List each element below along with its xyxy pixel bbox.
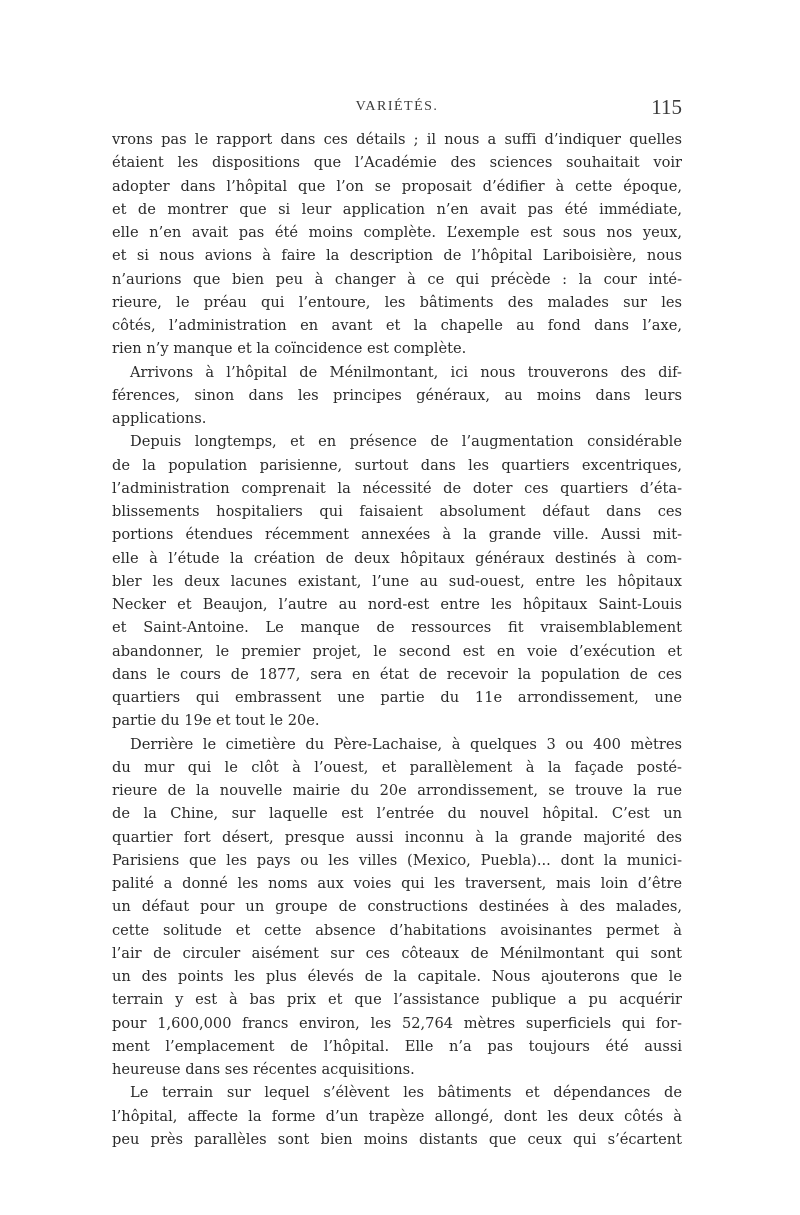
text-line: palité a donné les noms aux voies qui les traversent, mais loin d’être [112, 875, 682, 892]
text-line: l’administration comprenait la nécessité de doter ces quartiers d’éta- [112, 479, 682, 497]
text-line: terrain y est à bas prix et que l’assistance publique a pu acquérir [112, 991, 682, 1009]
text-line: de la population parisienne, surtout dans les quartiers excentriques, [112, 456, 682, 474]
paragraph-first-line: Arrivons à l’hôpital de Ménilmontant, ici nous trouverons des dif- [130, 363, 682, 381]
paragraph-first-line: Le terrain sur lequel s’élèvent les bâtiments et dépendances de [130, 1084, 682, 1102]
text-line: partie du 19e et tout le 20e. [112, 712, 320, 730]
text-line: portions étendues récemment annexées à la grande ville. Aussi mit- [112, 526, 682, 544]
text-line: abandonner, le premier projet, le second est en voie d’exécution et [112, 642, 682, 660]
text-line: ment l’emplacement de l’hôpital. Elle n’a pas toujours été aussi [112, 1037, 682, 1055]
text-line: de la Chine, sur laquelle est l’entrée du nouvel hôpital. C’est un [112, 805, 682, 823]
text-line: Necker et Beaujon, l’autre au nord-est entre les hôpitaux Saint-Louis [112, 596, 682, 613]
text-line: bler les deux lacunes existant, l’une au sud-ouest, entre les hôpitaux [112, 572, 682, 590]
text-line: quartiers qui embrassent une partie du 11e arrondissement, une [112, 689, 682, 706]
text-line: et Saint-Antoine. Le manque de ressources fit vraisemblablement [112, 619, 682, 637]
text-line: et si nous avions à faire la description de l’hôpital Lariboisière, nous [112, 247, 682, 265]
text-line: un des points les plus élevés de la capitale. Nous ajouterons que le [112, 968, 682, 985]
text-line: rieure de la nouvelle mairie du 20e arrondissement, se trouve la rue [112, 782, 682, 799]
text-line: pour 1,600,000 francs environ, les 52,764 mètres superficiels qui for- [112, 1014, 682, 1032]
text-line: un défaut pour un groupe de constructions destinées à des malades, [112, 898, 682, 916]
running-title: VARIÉTÉS. [355, 99, 439, 114]
text-line: côtés, l’administration en avant et la chapelle au fond dans l’axe, [112, 317, 682, 334]
text-line: l’air de circuler aisément sur ces côteaux de Ménilmontant qui sont [112, 944, 682, 962]
text-line: elle à l’étude la création de deux hôpitaux généraux destinés à com- [112, 549, 682, 567]
paragraph-first-line: Derrière le cimetière du Père-Lachaise, à quelques 3 ou 400 mètres [130, 735, 682, 753]
body-text [112, 128, 682, 1151]
text-line: vrons pas le rapport dans ces détails ; il nous a suffi d’indiquer quelles [112, 131, 682, 148]
text-line: férences, sinon dans les principes généraux, au moins dans leurs [112, 386, 682, 404]
text-line: heureuse dans ses récentes acquisitions. [112, 1061, 415, 1078]
text-line: étaient les dispositions que l’Académie des sciences souhaitait voir [112, 154, 682, 172]
text-line: du mur qui le clôt à l’ouest, et parallèlement à la façade posté- [112, 758, 682, 776]
text-line: dans le cours de 1877, sera en état de recevoir la population de ces [112, 665, 682, 683]
text-line: applications. [112, 410, 207, 427]
text-line: l’hôpital, affecte la forme d’un trapèze allongé, dont les deux côtés à [112, 1107, 682, 1125]
page-number: 115 [651, 95, 682, 119]
text-line: rieure, le préau qui l’entoure, les bâtiments des malades sur les [112, 293, 682, 311]
text-line: cette solitude et cette absence d’habitations avoisinantes permet à [112, 921, 682, 939]
text-line: et de montrer que si leur application n’en avait pas été immédiate, [112, 200, 682, 218]
text-line: Parisiens que les pays ou les villes (Mexico, Puebla)... dont la munici- [112, 851, 682, 869]
text-line: adopter dans l’hôpital que l’on se proposait d’édifier à cette époque, [112, 177, 682, 195]
running-head [112, 95, 682, 121]
text-line: rien n’y manque et la coïncidence est complète. [112, 340, 467, 358]
text-line: blissements hospitaliers qui faisaient absolument défaut dans ces [112, 503, 682, 520]
text-line: n’aurions que bien peu à changer à ce qui précède : la cour inté- [112, 270, 682, 288]
text-line: peu près parallèles sont bien moins distants que ceux qui s’écartent [112, 1130, 682, 1148]
text-line: elle n’en avait pas été moins complète. L’exemple est sous nos yeux, [112, 224, 682, 241]
paragraph-first-line: Depuis longtemps, et en présence de l’augmentation considérable [130, 433, 682, 451]
text-line: quartier fort désert, presque aussi inconnu à la grande majorité des [112, 828, 682, 846]
